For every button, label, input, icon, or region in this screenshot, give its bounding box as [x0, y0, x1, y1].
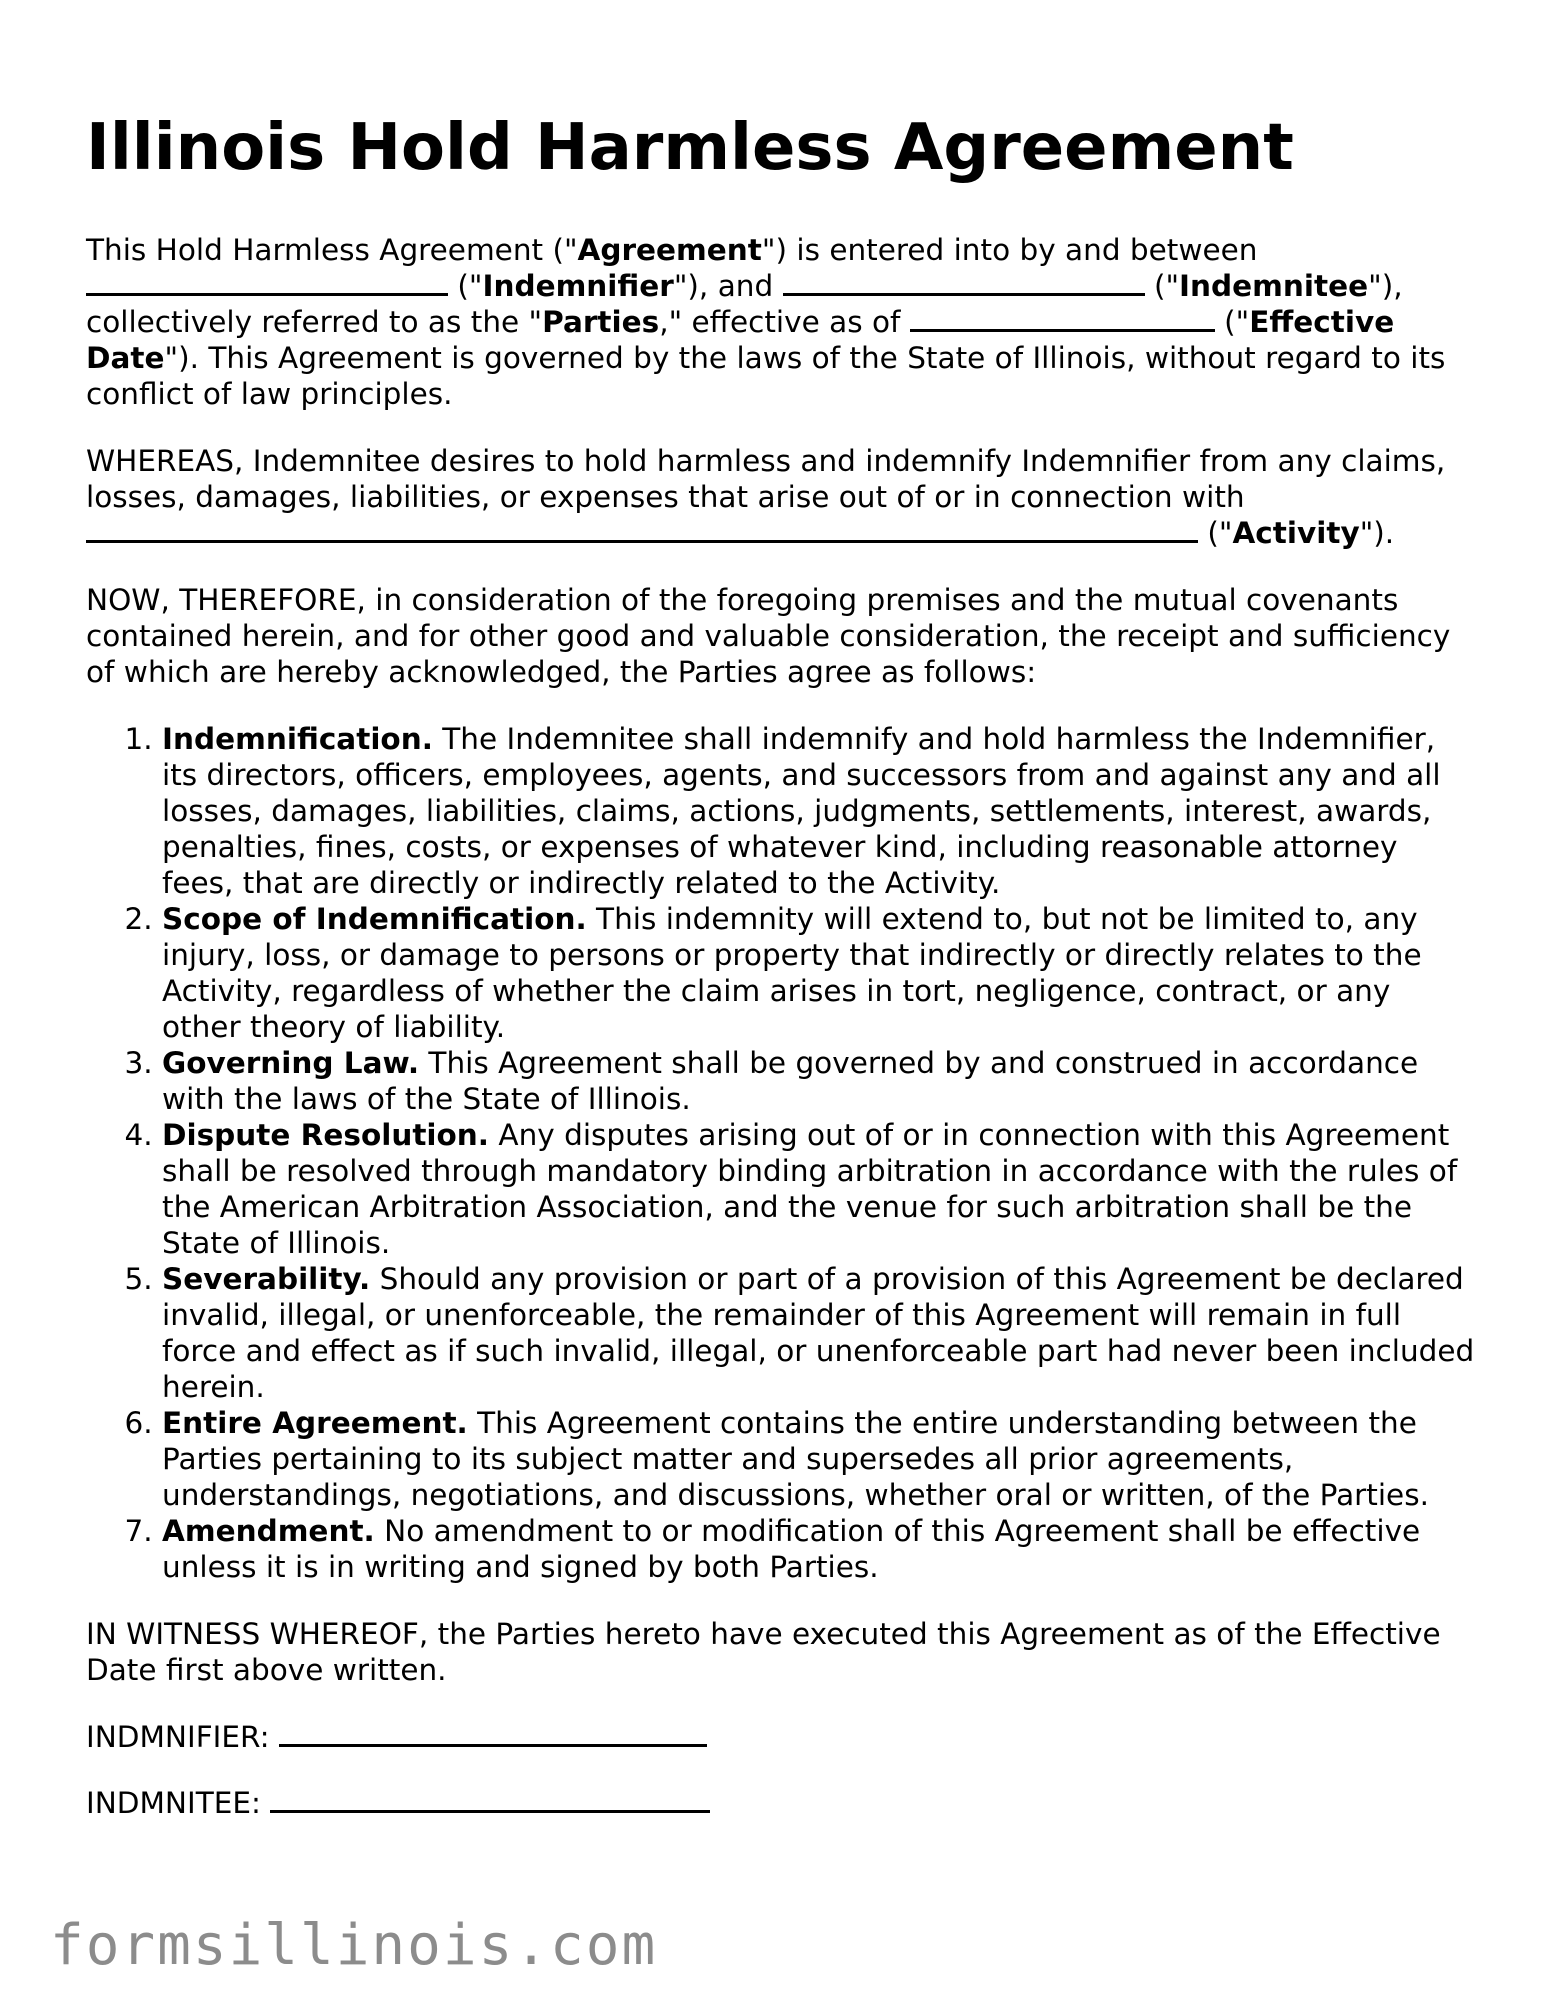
effective-date-blank[interactable]	[910, 305, 1215, 332]
clause-heading: Scope of Indemnification.	[162, 902, 587, 936]
clause-text: This Agreement contains the entire understanding between the Parties pertaining to its subject matter and supersedes all prior agreements, understandings, negotiations, and discussions, whether oral or written, of the Parties.	[162, 1406, 1429, 1512]
clause-heading: Indemnification.	[162, 722, 433, 756]
site-watermark: formsillinois.com	[50, 1913, 658, 1978]
clause-item	[162, 1117, 1476, 1261]
clause-item	[162, 1261, 1476, 1405]
document-title: Illinois Hold Harmless Agreement	[86, 111, 1294, 185]
indemnitee-signature-blank[interactable]	[270, 1786, 710, 1813]
clause-text: This Agreement shall be governed by and construed in accordance with the laws of the State of Illinois.	[162, 1046, 1419, 1116]
clause-text: No amendment to or modification of this Agreement shall be effective unless it is in writing and signed by both Parties.	[162, 1514, 1421, 1584]
intro-text: ("	[1214, 305, 1250, 339]
indemnitee-signature-label: INDMNITEE:	[86, 1786, 271, 1820]
clause-heading: Entire Agreement.	[162, 1406, 468, 1440]
clause-heading: Severability.	[162, 1262, 371, 1296]
whereas-paragraph	[86, 443, 1476, 551]
term-indemnitee: Indemnitee	[1179, 269, 1369, 303]
indemnitee-signature-line	[86, 1785, 1476, 1821]
clause-heading: Dispute Resolution.	[162, 1118, 490, 1152]
clause-list	[86, 721, 1476, 1585]
clause-text: The Indemnitee shall indemnify and hold harmless the Indemnifier, its directors, officers, employees, agents, and successors from and against any and all losses, damages, liabilities, claims, actions, judgments, settlements, interest, awards, penalties, fines, costs, or expenses of whatever kind, including reasonable attorney fees, that are directly or indirectly related to the Activity.	[162, 722, 1441, 900]
term-activity: Activity	[1232, 516, 1360, 550]
clause-item	[162, 901, 1476, 1045]
whereas-text: ").	[1359, 516, 1395, 550]
intro-text: "), collectively referred to as the "	[86, 269, 1403, 339]
term-agreement: Agreement	[577, 233, 762, 267]
intro-text: ("	[1144, 269, 1180, 303]
clause-item	[162, 721, 1476, 901]
clause-text: This indemnity will extend to, but not be limited to, any injury, loss, or damage to persons or property that indirectly or directly relates to the Activity, regardless of whether the claim arises in tort, negligence, contract, or any other theory of liability.	[162, 902, 1422, 1044]
clause-item	[162, 1513, 1476, 1585]
clause-item	[162, 1045, 1476, 1117]
clause-item	[162, 1405, 1476, 1513]
intro-text: ," effective as of	[659, 305, 910, 339]
now-therefore-paragraph: NOW, THEREFORE, in consideration of the foregoing premises and the mutual covenants contained herein, and for other good and valuable consideration, the receipt and sufficiency of which are hereby acknowledged, the Parties agree as follows:	[86, 583, 1451, 689]
whereas-text: WHEREAS, Indemnitee desires to hold harmless and indemnify Indemnifier from any claims, losses, damages, liabilities, or expenses that arise out of or in connection with	[86, 444, 1446, 514]
indemnifier-signature-label: INDMNIFIER:	[86, 1720, 279, 1754]
intro-text: ") is entered into by and between	[761, 233, 1258, 267]
indemnifier-signature-blank[interactable]	[279, 1720, 707, 1747]
intro-text: This Hold Harmless Agreement ("	[86, 233, 578, 267]
intro-text: "), and	[673, 269, 783, 303]
term-indemnifier: Indemnifier	[482, 269, 674, 303]
clause-heading: Amendment.	[162, 1514, 375, 1548]
document-body	[86, 108, 1476, 1851]
term-effective-date: Effective Date	[86, 305, 1395, 375]
activity-blank[interactable]	[86, 516, 1198, 543]
indemnitee-name-blank[interactable]	[783, 269, 1145, 296]
witness-paragraph: IN WITNESS WHEREOF, the Parties hereto have executed this Agreement as of the Effective Date first above written.	[86, 1617, 1441, 1687]
clause-text: Any disputes arising out of or in connection with this Agreement shall be resolved through mandatory binding arbitration in accordance with the rules of the American Arbitration Association, and the venue for such arbitration shall be the State of Illinois.	[162, 1118, 1458, 1260]
clause-text: Should any provision or part of a provision of this Agreement be declared invalid, illegal, or unenforceable, the remainder of this Agreement will remain in full force and effect as if such invalid, illegal, or unenforceable part had never been included herein.	[162, 1262, 1475, 1404]
term-parties: Parties	[542, 305, 660, 339]
clause-heading: Governing Law.	[162, 1046, 420, 1080]
intro-text: ("	[448, 269, 483, 303]
intro-text: "). This Agreement is governed by the laws of the State of Illinois, without regard to its conflict of law principles.	[86, 341, 1446, 411]
indemnifier-name-blank[interactable]	[86, 269, 448, 296]
indemnifier-signature-line	[86, 1719, 1476, 1755]
intro-paragraph	[86, 232, 1476, 412]
whereas-text: ("	[1198, 516, 1233, 550]
